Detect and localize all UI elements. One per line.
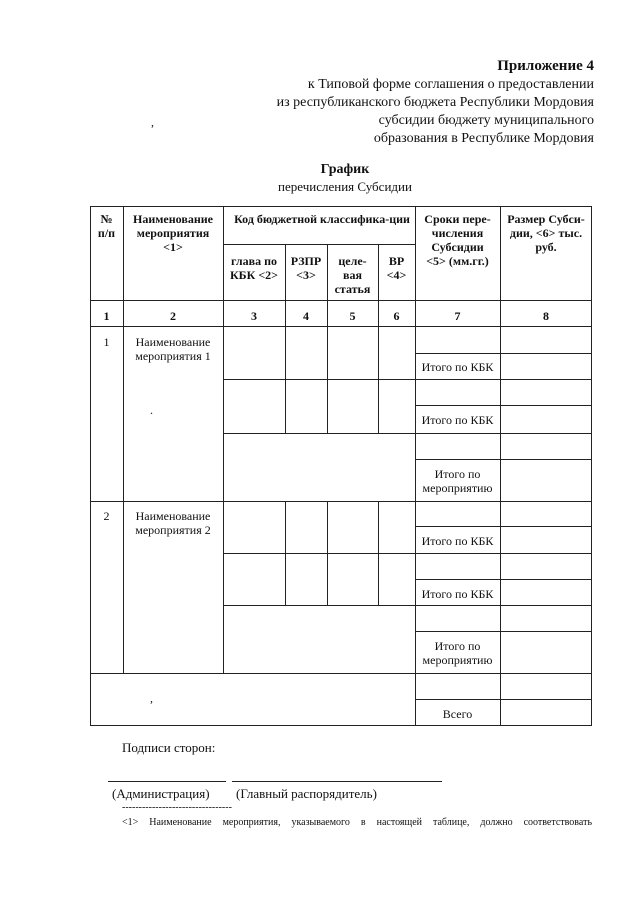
- col-number: 1: [103, 309, 110, 323]
- col-number: 3: [251, 309, 257, 323]
- itogo-event-label: Итого по мероприятию: [422, 467, 493, 495]
- numbers-row-line: [90, 326, 592, 327]
- header-vr: ВР <4>: [386, 254, 407, 282]
- table-border-bottom: [90, 725, 592, 726]
- appendix-line-1: к Типовой форме соглашения о предоставлении: [307, 77, 594, 92]
- row-line: [223, 605, 592, 606]
- event-number: 2: [103, 509, 110, 523]
- row-line: [223, 433, 592, 434]
- row-line: [223, 553, 592, 554]
- col-divider: [285, 501, 286, 605]
- total-label: Всего: [442, 707, 473, 721]
- col-number: 8: [543, 309, 549, 323]
- col-divider: [378, 501, 379, 605]
- event-name: Наименование мероприятия 2: [135, 509, 211, 537]
- col-number: 4: [303, 309, 309, 323]
- signature-label-admin: (Администрация): [112, 786, 210, 801]
- col-divider: [327, 501, 328, 605]
- col-divider: [500, 206, 501, 726]
- header-kbk: Код бюджетной классифика-ции: [234, 212, 410, 226]
- row-line: [415, 526, 592, 527]
- appendix-line-3: субсидии бюджету муниципального: [378, 113, 594, 128]
- table-border-right: [591, 206, 592, 726]
- document-subtitle: перечисления Субсидии: [278, 179, 412, 194]
- col-divider: [123, 206, 124, 673]
- signature-line-admin: [108, 781, 226, 782]
- event-number: 1: [103, 335, 110, 349]
- header-num: № п/п: [97, 212, 116, 240]
- row-line: [415, 353, 592, 354]
- document-title: График: [320, 162, 370, 177]
- signature-line-chief: [232, 781, 442, 782]
- footnote-separator: ---------------------------------: [122, 802, 232, 813]
- appendix-title: Приложение 4: [497, 58, 594, 74]
- col-number: 5: [349, 309, 356, 323]
- table-border-top: [90, 206, 592, 207]
- payment-schedule-table: [90, 206, 592, 726]
- row-line: [415, 699, 592, 700]
- header-rzpr: РЗПР <3>: [290, 254, 322, 282]
- col-number: 6: [393, 309, 400, 323]
- row-line: [415, 459, 592, 460]
- itogo-kbk-label: Итого по КБК: [421, 413, 494, 427]
- event-name: Наименование мероприятия 1: [135, 335, 211, 363]
- header-razmer: Размер Субси- дии, <6> тыс. руб.: [507, 212, 585, 254]
- header-glava: глава по КБК <2>: [229, 254, 278, 282]
- appendix-line-4: образования в Республике Мордовия: [373, 131, 594, 146]
- header-sroki: Сроки пере- числения Субсидии <5> (мм.гг.): [424, 212, 491, 268]
- scan-speck: .: [150, 403, 153, 417]
- signatures-title: Подписи сторон:: [122, 740, 216, 755]
- itogo-kbk-label: Итого по КБК: [421, 534, 494, 548]
- row-line: [415, 631, 592, 632]
- row-line: [415, 405, 592, 406]
- header-event-name: Наименование мероприятия <1>: [133, 212, 213, 254]
- signature-label-chief: (Главный распорядитель): [236, 786, 377, 801]
- row-line: [415, 579, 592, 580]
- scan-speck: ,: [150, 691, 153, 705]
- scan-speck: ,: [151, 115, 154, 129]
- event-separator-line: [90, 673, 592, 674]
- kbk-subheader-line: [223, 244, 415, 245]
- col-number: 7: [454, 309, 461, 323]
- table-border-left: [90, 206, 91, 726]
- itogo-event-label: Итого по мероприятию: [422, 639, 493, 667]
- event-separator-line: [90, 501, 592, 502]
- itogo-kbk-label: Итого по КБК: [421, 360, 494, 374]
- row-line: [223, 379, 592, 380]
- appendix-line-2: из республиканского бюджета Республики Мордовия: [276, 95, 594, 110]
- header-celevaya-statya: целе- вая статья: [334, 254, 371, 296]
- header-bottom-line: [90, 300, 592, 301]
- itogo-kbk-label: Итого по КБК: [421, 587, 494, 601]
- footnote-1: <1> Наименование мероприятия, указываемого в настоящей таблице, должно соответствовать: [122, 817, 592, 828]
- col-number: 2: [170, 309, 176, 323]
